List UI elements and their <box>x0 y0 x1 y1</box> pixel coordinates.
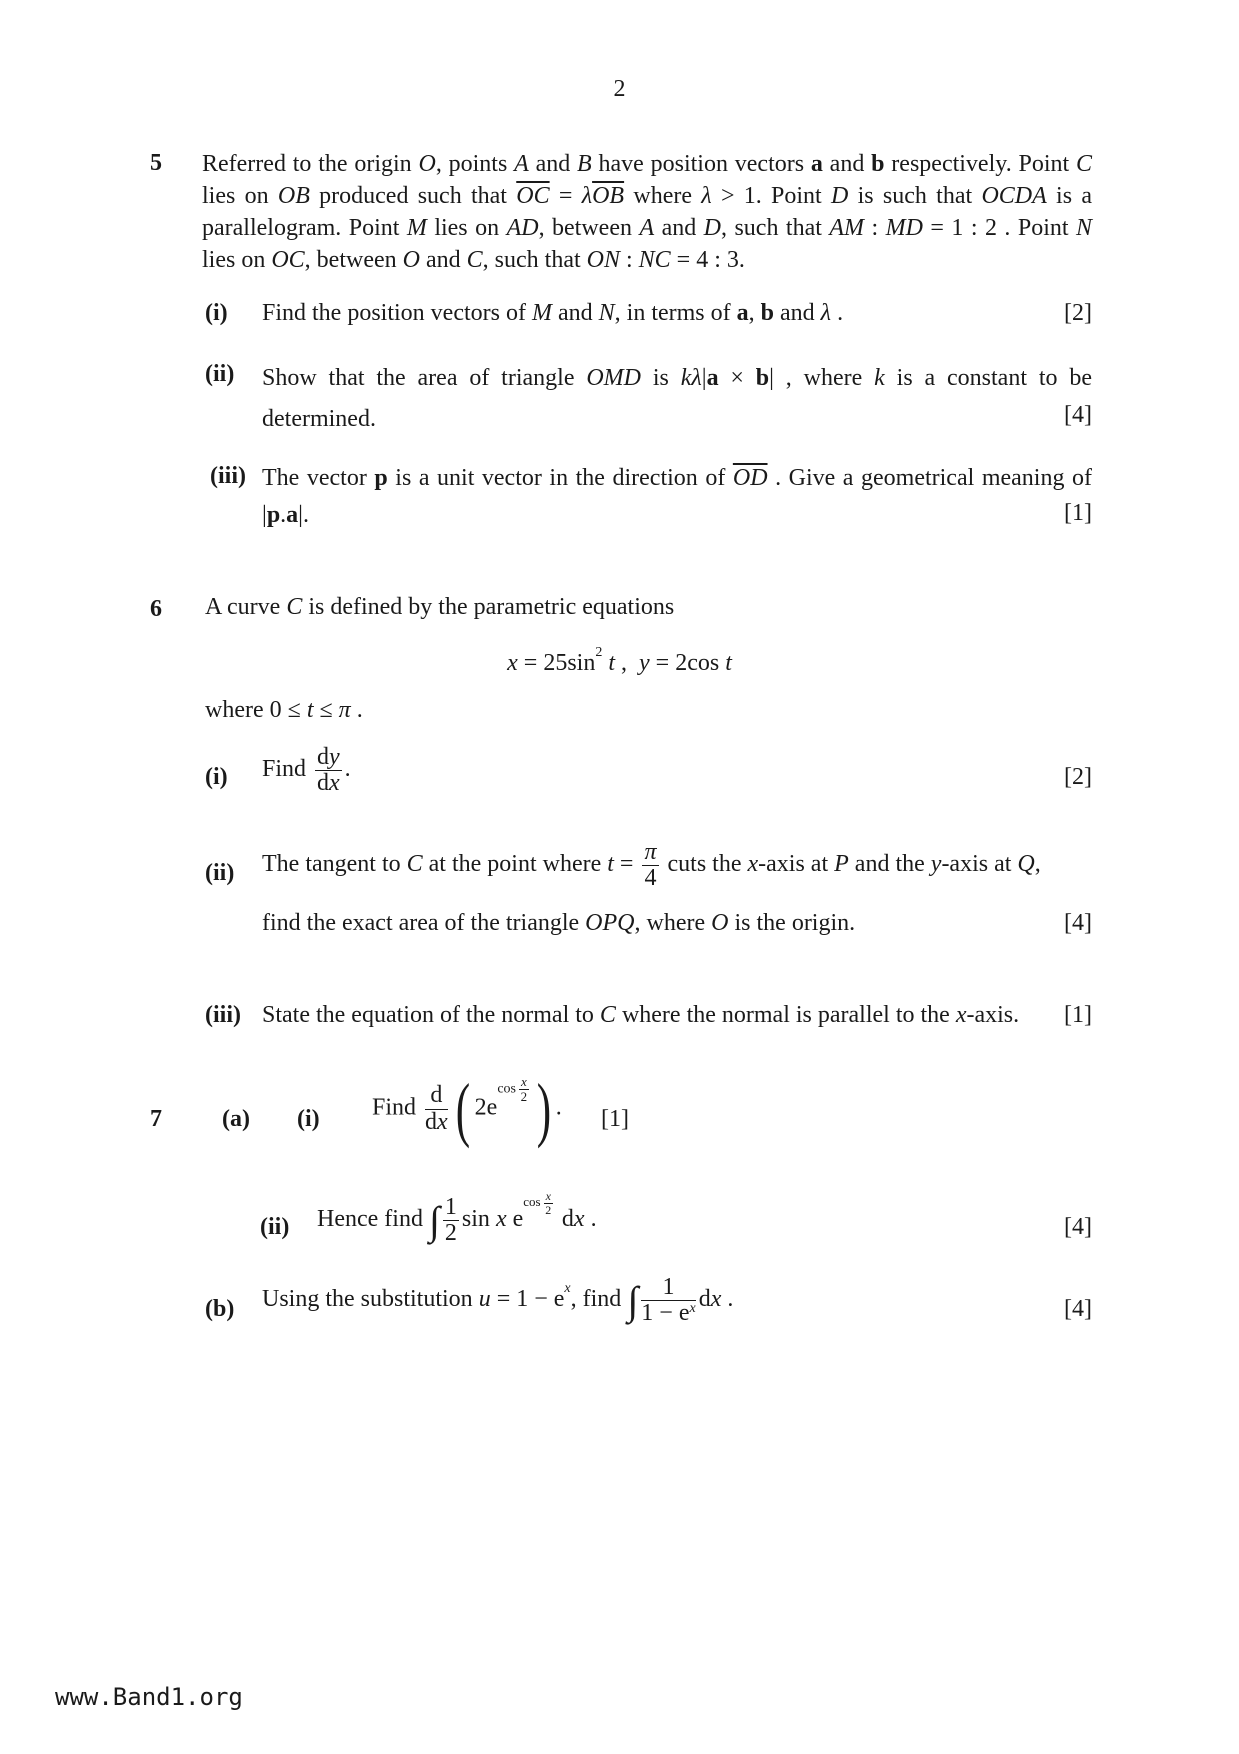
q5-part-iii-text: The vector p is a unit vector in the direction of $\overline{OD}$ . Give a geometrical meaning of |p.a|. <box>262 465 1092 528</box>
parameter-range: where 0 ≤ t ≤ π . <box>205 697 363 723</box>
question-5-stem: Referred to the origin O, points A and B have position vectors a and b respectively. Point C lies on OB produced such that $\overline{OC} = \lambda\overline{OB}$ where λ > 1. Point D is such that OCDA is a parallelogram. Point M lies on AD, between A and D, such that AM : MD = 1 : 2 . Point N lies on OC, between O and C, such that ON : NC = 4 : 3. <box>202 151 1093 273</box>
q5-part-i-mark: [2] <box>1064 300 1092 326</box>
question-number-5: 5 <box>150 150 162 176</box>
q7-a-part-ii-label: (ii) <box>260 1214 290 1240</box>
q7-part-b-mark: [4] <box>1064 1296 1092 1322</box>
q6-part-ii-line2: find the exact area of the triangle OPQ, where O is the origin. <box>262 910 856 936</box>
q6-part-ii-mark: [4] <box>1064 910 1092 936</box>
q5-part-i-text: Find the position vectors of M and N, in terms of a, b and λ . <box>262 300 844 326</box>
page-number: 2 <box>613 76 626 102</box>
q7-a-part-i-text: Find $\frac{d}{dx}$ ( 2ecos $\frac{x}{2}$ ) . <box>372 1069 562 1149</box>
q6-part-iii-mark: [1] <box>1064 1002 1092 1028</box>
q7-part-b-label: (b) <box>205 1296 235 1322</box>
q5-part-ii-text: Show that the area of triangle OMD is kλ|a × b| , where k is a constant to be determined. <box>262 365 1092 432</box>
footer-website: www.Band1.org <box>55 1683 243 1711</box>
q5-part-iii-mark: [1] <box>1064 500 1092 526</box>
q6-part-i-label: (i) <box>205 764 228 790</box>
question-6-intro: A curve C is defined by the parametric equations <box>205 594 675 620</box>
q5-part-ii-label: (ii) <box>205 361 235 387</box>
q7-a-part-ii-text: Hence find ∫ $\frac{1}{2}$ sin x ecos $\frac{x}{2}$ dx . <box>317 1189 597 1247</box>
q6-part-i-text: Find $\frac{dy}{dx}$ . <box>262 744 351 797</box>
q6-part-ii-label: (ii) <box>205 860 235 886</box>
q7-part-b-text: Using the substitution $u = 1 - e^x$, find ∫ $\frac{1}{1 - e^x}$ dx . <box>262 1274 734 1327</box>
q7-a-part-ii-mark: [4] <box>1064 1214 1092 1240</box>
q6-part-i-mark: [2] <box>1064 764 1092 790</box>
q6-part-iii-label: (iii) <box>205 1002 241 1028</box>
q7-a-part-i-label: (i) <box>297 1106 320 1132</box>
question-number-6: 6 <box>150 596 162 622</box>
q7-part-a-label: (a) <box>222 1106 250 1132</box>
q5-part-iii-label: (iii) <box>210 463 246 489</box>
q6-part-iii-text: State the equation of the normal to C where the normal is parallel to the x-axis. <box>262 1002 1020 1028</box>
q7-a-part-i-mark: [1] <box>601 1106 629 1132</box>
q5-part-ii-mark: [4] <box>1064 402 1092 428</box>
question-number-7: 7 <box>150 1106 162 1132</box>
q6-part-ii-line1: The tangent to C at the point where t = $\frac{\pi}{4}$ cuts the x-axis at P and the y-axis at Q, <box>262 839 1041 892</box>
q5-part-i-label: (i) <box>205 300 228 326</box>
parametric-equations: $x = 25\sin^2$ t , y = 2cos t <box>507 645 732 676</box>
